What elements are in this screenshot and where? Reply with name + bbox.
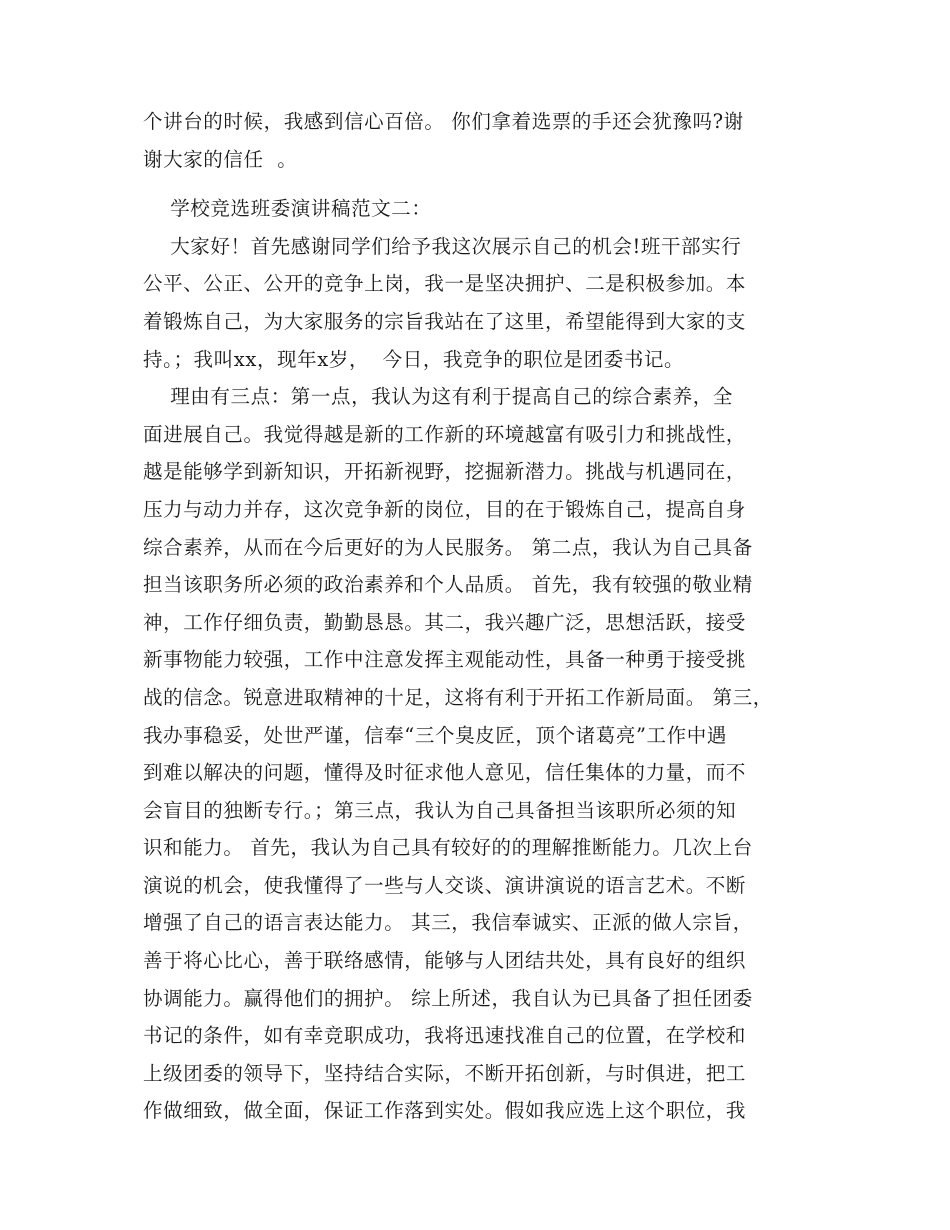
text-line: 演说的机会，使我懂得了一些与人交谈、演讲演说的语言艺术。不断 <box>143 873 747 897</box>
text-line: 个讲台的时候，我感到信心百倍。 你们拿着选票的手还会犹豫吗?谢 <box>143 110 744 133</box>
text-line: 到难以解决的问题，懂得及时征求他人意见，信任集体的力量，而不 <box>143 761 747 785</box>
text-line: 着锻炼自己，为大家服务的宗旨我站在了这里，希望能得到大家的支 <box>143 309 747 333</box>
text-line: 我办事稳妥，处世严谨，信奉“三个臭皮匠，顶个诸葛亮”工作中遇 <box>143 723 727 747</box>
text-line: 公平、公正、公开的竞争上岗，我一是坚决拥护、二是积极参加。本 <box>143 272 747 296</box>
text-line: 面进展自己。我觉得越是新的工作新的环境越富有吸引力和挑战性， <box>143 422 747 446</box>
text-line: 压力与动力并存，这次竞争新的岗位，目的在于锻炼自己，提高自身 <box>143 497 747 521</box>
text-line: 神，工作仔细负责，勤勤恳恳。其二，我兴趣广泛，思想活跃，接受 <box>143 610 747 634</box>
text-line: 谢大家的信任 。 <box>143 147 298 171</box>
text-line: 会盲目的独断专行。；第三点，我认为自己具备担当该职所必须的知 <box>143 798 737 822</box>
speech-text <box>143 103 823 1130</box>
text-line: 协调能力。赢得他们的拥护。 综上所述，我自认为已具备了担任团委 <box>143 986 753 1010</box>
paragraph-gap <box>143 178 823 190</box>
text-line: 上级团委的领导下，坚持结合实际，不断开拓创新，与时俱进，把工 <box>143 1061 747 1085</box>
text-line: 新事物能力较强，工作中注意发挥主观能动性，具备一种勇于接受挑 <box>143 648 747 672</box>
text-line: 大家好！首先感谢同学们给予我这次展示自己的机会!班干部实行 <box>143 234 742 258</box>
text-line: 书记的条件，如有幸竞职成功，我将迅速找准自己的位置，在学校和 <box>143 1024 747 1048</box>
text-line: 作做细致，做全面，保证工作落到实处。假如我应选上这个职位，我 <box>143 1099 747 1123</box>
text-line: 理由有三点：第一点，我认为这有利于提高自己的综合素养，全 <box>143 385 733 409</box>
text-line: 识和能力。 首先，我认为自己具有较好的的理解推断能力。几次上台 <box>143 836 753 860</box>
text-line: 善于将心比心，善于联络感情，能够与人团结共处，具有良好的组织 <box>143 949 747 973</box>
text-line: 越是能够学到新知识，开拓新视野，挖掘新潜力。挑战与机遇同在， <box>143 460 747 484</box>
text-line: 综合素养，从而在今后更好的为人民服务。 第二点，我认为自己具备 <box>143 535 753 559</box>
text-line: 战的信念。锐意进取精神的十足，这将有利于开拓工作新局面。 第三， <box>143 685 773 709</box>
text-line: 担当该职务所必须的政治素养和个人品质。 首先，我有较强的敬业精 <box>143 573 753 597</box>
text-line: 增强了自己的语言表达能力。 其三，我信奉诚实、正派的做人宗旨， <box>143 911 753 935</box>
text-line: 持。；我叫xx，现年x岁， 今日，我竞争的职位是团委书记。 <box>143 347 685 371</box>
section-heading: 学校竞选班委演讲稿范文二： <box>143 197 432 221</box>
